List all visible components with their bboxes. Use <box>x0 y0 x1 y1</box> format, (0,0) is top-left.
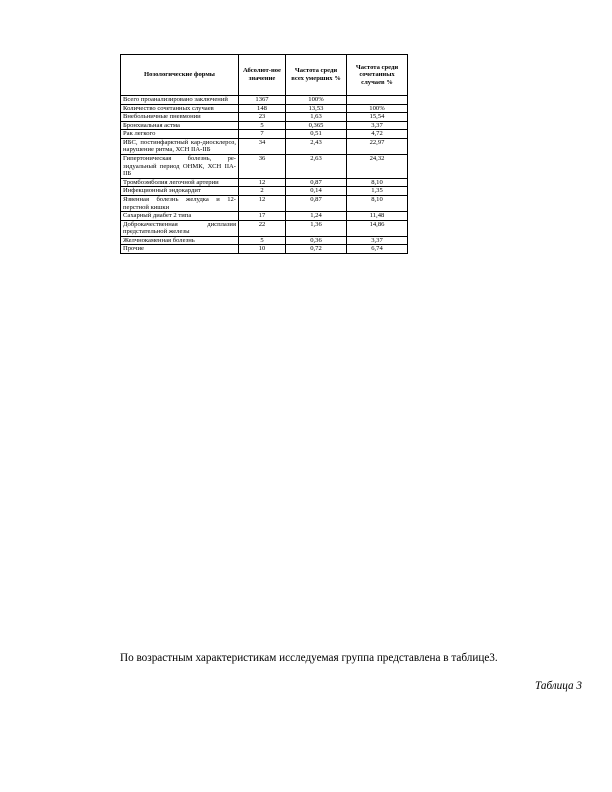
cell-freq-all: 0,36 <box>286 236 347 245</box>
cell-freq-combined <box>347 96 408 105</box>
cell-freq-combined: 15,54 <box>347 113 408 122</box>
cell-nosology: Тромбоэмболия легочной артерии <box>121 178 239 187</box>
cell-freq-combined: 22,97 <box>347 138 408 154</box>
cell-freq-combined: 1,35 <box>347 187 408 196</box>
table-row <box>121 130 408 139</box>
cell-freq-all: 0,365 <box>286 121 347 130</box>
table-row <box>121 187 408 196</box>
cell-freq-combined: 3,37 <box>347 121 408 130</box>
cell-absolute: 1367 <box>239 96 286 105</box>
table-row <box>121 96 408 105</box>
table-row <box>121 178 408 187</box>
cell-nosology: Язвенная болезнь желудка и 12-перстной кишки <box>121 195 239 211</box>
cell-freq-all: 1,36 <box>286 220 347 236</box>
cell-freq-all: 0,72 <box>286 245 347 254</box>
cell-nosology: Гипертоническая болезнь, ре-зидуальный период ОНМК, ХСН IIА- IIБ <box>121 155 239 179</box>
cell-freq-all: 0,51 <box>286 130 347 139</box>
cell-absolute: 23 <box>239 113 286 122</box>
table-row <box>121 212 408 221</box>
cell-nosology: ИБС, постинфарктный кар-диосклероз, нарушение ритма, ХСН IIА-IIБ <box>121 138 239 154</box>
body-paragraph: По возрастным характеристикам исследуемая группа представлена в таблице3. <box>120 652 498 664</box>
cell-absolute: 34 <box>239 138 286 154</box>
cell-absolute: 5 <box>239 236 286 245</box>
cell-freq-all: 0,87 <box>286 195 347 211</box>
cell-absolute: 12 <box>239 195 286 211</box>
cell-freq-combined: 3,37 <box>347 236 408 245</box>
cell-freq-all: 100% <box>286 96 347 105</box>
cell-absolute: 5 <box>239 121 286 130</box>
cell-freq-combined: 100% <box>347 104 408 113</box>
cell-freq-combined: 24,32 <box>347 155 408 179</box>
cell-absolute: 10 <box>239 245 286 254</box>
cell-absolute: 2 <box>239 187 286 196</box>
header-nosology: Нозологические формы <box>121 55 239 96</box>
cell-absolute: 36 <box>239 155 286 179</box>
cell-freq-all: 0,14 <box>286 187 347 196</box>
cell-freq-combined: 11,48 <box>347 212 408 221</box>
table-row <box>121 245 408 254</box>
cell-nosology: Сахарный диабет 2 типа <box>121 212 239 221</box>
cell-nosology: Доброкачественная дисплазия предстательной железы <box>121 220 239 236</box>
cell-absolute: 148 <box>239 104 286 113</box>
cell-freq-all: 2,43 <box>286 138 347 154</box>
cell-freq-combined: 8,10 <box>347 195 408 211</box>
cell-nosology: Бронхиальная астма <box>121 121 239 130</box>
table-row <box>121 155 408 179</box>
table-row <box>121 121 408 130</box>
table-caption: Таблица 3 <box>535 680 582 692</box>
cell-nosology: Рак легкого <box>121 130 239 139</box>
table-row <box>121 236 408 245</box>
cell-freq-all: 2,63 <box>286 155 347 179</box>
cell-freq-combined: 4,72 <box>347 130 408 139</box>
cell-absolute: 22 <box>239 220 286 236</box>
cell-freq-combined: 8,10 <box>347 178 408 187</box>
cell-freq-combined: 6,74 <box>347 245 408 254</box>
header-absolute: Абсолют-ное значение <box>239 55 286 96</box>
cell-absolute: 7 <box>239 130 286 139</box>
cell-freq-all: 1,24 <box>286 212 347 221</box>
cell-absolute: 12 <box>239 178 286 187</box>
table-header-row <box>121 55 408 96</box>
cell-nosology: Всего проанализировано заключений <box>121 96 239 105</box>
cell-freq-combined: 14,86 <box>347 220 408 236</box>
header-freq-all: Частота среди всех умерших % <box>286 55 347 96</box>
cell-freq-all: 0,87 <box>286 178 347 187</box>
nosology-table <box>120 54 408 254</box>
cell-nosology: Внебольничные пневмонии <box>121 113 239 122</box>
table-row <box>121 220 408 236</box>
table-row <box>121 113 408 122</box>
cell-freq-all: 1,63 <box>286 113 347 122</box>
header-freq-combined: Частота среди сочетанных случаев % <box>347 55 408 96</box>
table-row <box>121 138 408 154</box>
table-body <box>121 96 408 254</box>
cell-absolute: 17 <box>239 212 286 221</box>
cell-nosology: Прочие <box>121 245 239 254</box>
table-row <box>121 195 408 211</box>
cell-nosology: Желчнокаменная болезнь <box>121 236 239 245</box>
table-row <box>121 104 408 113</box>
cell-nosology: Количество сочетанных случаев <box>121 104 239 113</box>
cell-freq-all: 13,53 <box>286 104 347 113</box>
cell-nosology: Инфекционный эндокардит <box>121 187 239 196</box>
